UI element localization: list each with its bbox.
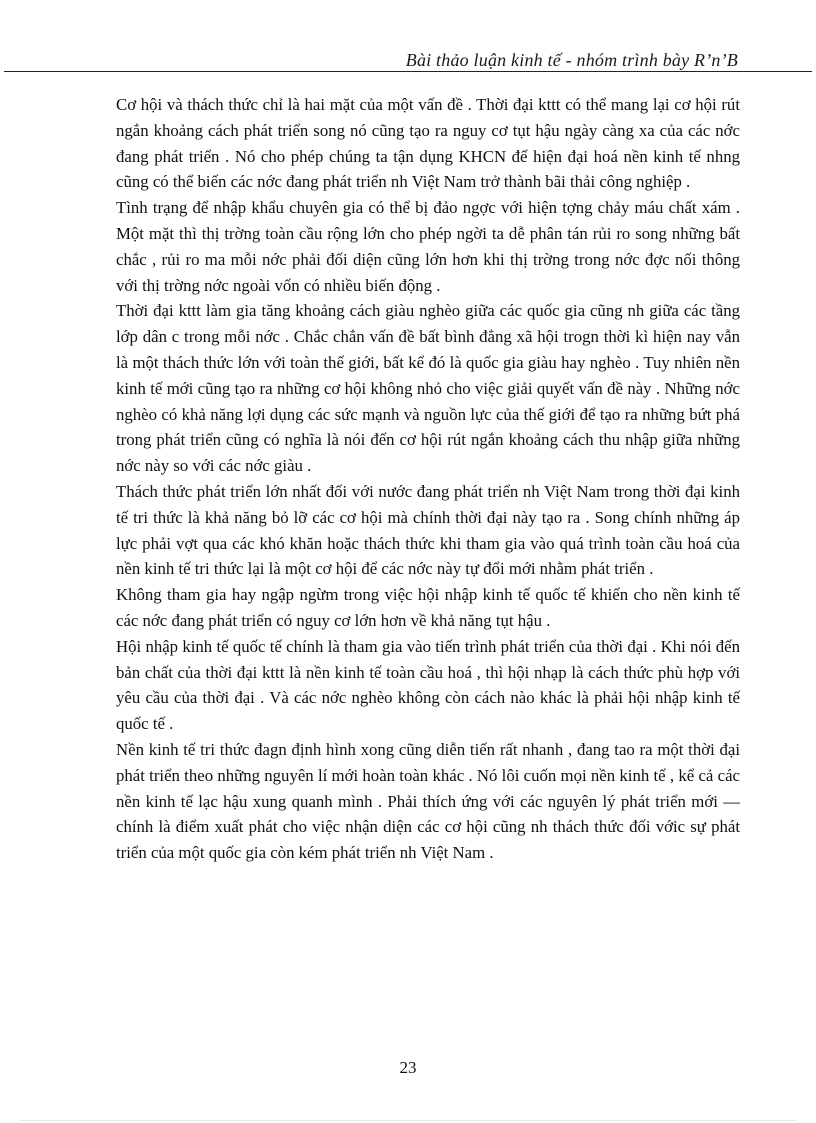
- body-paragraph: Thời đại kttt làm gia tăng khoảng cách giàu nghèo giữa các quốc gia cũng nh giữa các tầng lớp dân c trong mỗi nớc . Chắc chắn vấn đề bất bình đẳng xã hội trogn thời kì hiện nay vẫn là một thách thức lớn với toàn thế giới, bất kể đó là quốc gia giàu hay nghèo . Tuy nhiên nền kinh tế mới cũng tạo ra những cơ hội không nhỏ cho việc giải quyết vấn đề này . Những nớc nghèo có khả năng lợi dụng các sức mạnh và nguồn lực của thế giới để tạo ra những bứt phá trong phát triển cũng có nghĩa là nói đến cơ hội rút ngắn khoảng cách thu nhập giữa những nớc này so với các nớc giàu .: [116, 301, 740, 476]
- body-paragraph: Hội nhập kinh tế quốc tế chính là tham gia vào tiến trình phát triển của thời đại . Khi nói đến bản chất của thời đại kttt là nền kinh tế toàn cầu hoá , thì hội nhạp là cách thức phù hợp với yêu cầu của thời đại . Và các nớc nghèo không còn cách nào khác là phải hội nhập kinh tế quốc tế .: [116, 636, 740, 734]
- page-header: [0, 0, 816, 76]
- page-bottom-edge: [20, 1120, 796, 1121]
- body-paragraph: Nền kinh tế tri thức đagn định hình xong cũng diễn tiến rất nhanh , đang tao ra một thời đại phát triển theo những nguyên lí mới hoàn toàn khác . Nó lôi cuốn mọi nền kinh tế , kể cả các nền kinh tế lạc hậu xung quanh mình . Phải thích ứng với các nguyên lý phát triển mới — chính là điểm xuất phát cho việc nhận diện các cơ hội cũng nh thách thức đối vớic sự phát triển của một quốc gia còn kém phát triển nh Việt Nam .: [116, 739, 740, 863]
- body-paragraph: Tình trạng để nhập khẩu chuyên gia có thể bị đảo ngợc với hiện tợng chảy máu chất xám . Một mặt thì thị trờng toàn cầu rộng lớn cho phép ngời ta dễ phân tán rủi ro song những bất chắc , rủi ro ma mỗi nớc phải đối diện cũng lớn hơn khi thị trờng trong nớc đợc nối thông với thị trờng nớc ngoài vốn có nhiều biến động .: [116, 198, 740, 295]
- document-body: [116, 92, 740, 866]
- body-paragraph: Thách thức phát triển lớn nhất đối với nước đang phát triển nh Việt Nam trong thời đại kinh tế tri thức là khả năng bỏ lỡ các cơ hội mà chính thời đại này tạo ra . Song chính những áp lực phải vợt qua các khó khăn hoặc thách thức khi tham gia vào quá trình toàn cầu hoá của nền kinh tế tri thức lại là một cơ hội để các nớc này tự đổi mới nhằm phát triển .: [116, 481, 740, 579]
- page-number: 23: [399, 1058, 417, 1077]
- header-divider: [4, 71, 812, 72]
- running-header-title: Bài thảo luận kinh tế - nhóm trình bày R’n’B: [405, 50, 738, 70]
- body-paragraph: Không tham gia hay ngập ngừm trong việc hội nhập kinh tế quốc tế khiến cho nền kinh tế các nớc đang phát triển có nguy cơ lớn hơn về khả năng tụt hậu .: [116, 585, 740, 630]
- body-paragraph: Cơ hội và thách thức chỉ là hai mặt của một vấn đề . Thời đại kttt có thể mang lại cơ hội rút ngắn khoảng cách phát triển song nó cũng tạo ra nguy cơ tụt hậu ngày càng xa của các nớc đang phát triển . Nó cho phép chúng ta tận dụng KHCN để hiện đại hoá nền kinh tế nhng cũng có thể biến các nớc đang phát triển nh Việt Nam trở thành bãi thải công nghiệp .: [116, 95, 740, 192]
